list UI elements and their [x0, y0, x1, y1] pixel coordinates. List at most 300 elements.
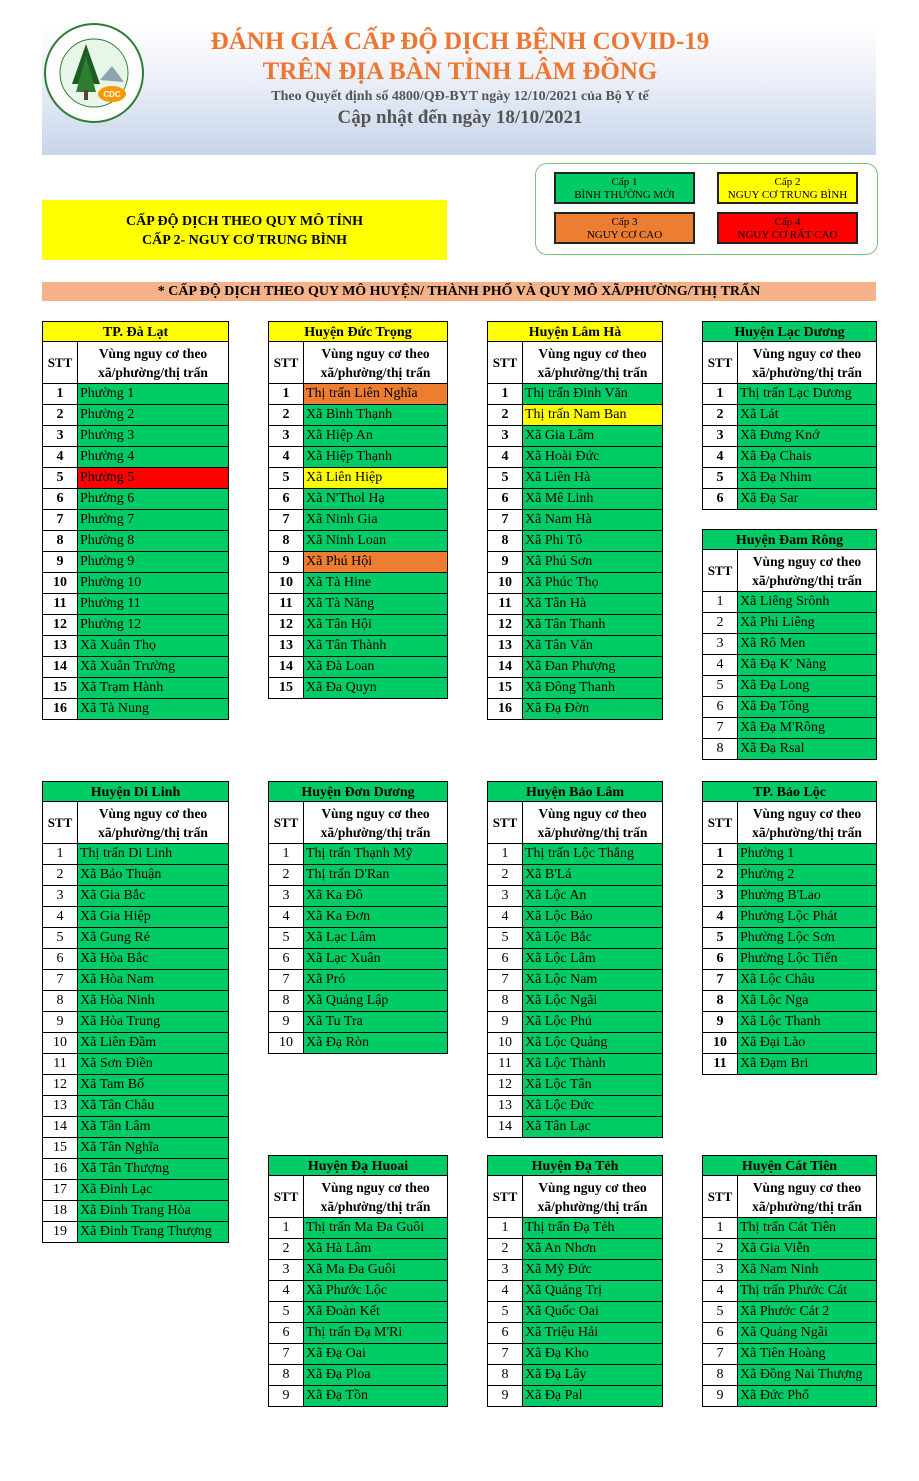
row-number: 12 — [268, 615, 304, 636]
table-row — [702, 1365, 877, 1386]
province-level-value: CẤP 2- NGUY CƠ TRUNG BÌNH — [142, 233, 347, 248]
commune-name: Xã Đan Phượng — [523, 657, 663, 678]
commune-name: Thị trấn Đinh Văn — [523, 384, 663, 405]
row-number: 7 — [268, 970, 304, 991]
commune-name: Phường 4 — [78, 447, 229, 468]
commune-name: Xã Đa Quyn — [304, 678, 448, 699]
commune-name: Xã Hòa Trung — [78, 1012, 229, 1033]
area-header-line-2: xã/phường/thị trấn — [537, 1199, 648, 1214]
table-row — [487, 1117, 663, 1138]
legend-level-4-label: NGUY CƠ RẤT CAO — [737, 229, 838, 241]
row-number: 13 — [487, 1096, 523, 1117]
commune-name: Thị trấn Lạc Dương — [738, 384, 877, 405]
province-level-box — [42, 200, 447, 260]
table-row — [487, 1033, 663, 1054]
commune-name: Xã Đạ Đờn — [523, 699, 663, 720]
table-row — [487, 991, 663, 1012]
table-row — [268, 991, 448, 1012]
table-row — [487, 844, 663, 865]
commune-name: Thị trấn Cát Tiên — [738, 1218, 877, 1239]
commune-name: Xã Tân Lạc — [523, 1117, 663, 1138]
row-number: 5 — [268, 1302, 304, 1323]
table-row — [268, 678, 448, 699]
commune-name: Xã Gia Lâm — [523, 426, 663, 447]
table-row — [268, 531, 448, 552]
row-number: 8 — [42, 531, 78, 552]
table-row — [268, 489, 448, 510]
commune-name: Thị trấn Thạnh Mỹ — [304, 844, 448, 865]
row-number: 9 — [268, 552, 304, 573]
table-row — [702, 949, 877, 970]
table-row — [702, 1386, 877, 1407]
row-number: 5 — [42, 928, 78, 949]
row-number: 6 — [268, 949, 304, 970]
table-row — [268, 510, 448, 531]
row-number: 12 — [42, 1075, 78, 1096]
commune-name: Xã Đông Thanh — [523, 678, 663, 699]
area-header-line-1: Vùng nguy cơ theo — [538, 1180, 647, 1195]
row-number: 10 — [487, 1033, 523, 1054]
table-row — [702, 739, 877, 760]
table-row — [487, 1239, 663, 1260]
table-row — [487, 1012, 663, 1033]
stt-header: STT — [702, 550, 738, 592]
commune-name: Xã Gung Ré — [78, 928, 229, 949]
table-row — [487, 907, 663, 928]
row-number: 4 — [487, 907, 523, 928]
table-row — [268, 1323, 448, 1344]
row-number: 9 — [702, 1012, 738, 1033]
title-line-2: TRÊN ĐỊA BÀN TỈNH LÂM ĐỒNG — [262, 58, 658, 85]
commune-name: Xã Tam Bố — [78, 1075, 229, 1096]
row-number: 7 — [702, 970, 738, 991]
table-row — [487, 552, 663, 573]
district-table — [702, 529, 877, 760]
row-number: 10 — [487, 573, 523, 594]
commune-name: Phường 6 — [78, 489, 229, 510]
row-number: 6 — [702, 949, 738, 970]
table-row — [42, 949, 229, 970]
table-row — [268, 1012, 448, 1033]
row-number: 8 — [268, 991, 304, 1012]
commune-name: Xã Tà Hine — [304, 573, 448, 594]
area-header-line-1: Vùng nguy cơ theo — [321, 1180, 430, 1195]
row-number: 2 — [702, 613, 738, 634]
table-row — [42, 531, 229, 552]
commune-name: Xã Lát — [738, 405, 877, 426]
table-row — [487, 1386, 663, 1407]
row-number: 16 — [42, 699, 78, 720]
row-number: 13 — [268, 636, 304, 657]
district-table — [487, 321, 663, 720]
table-row — [42, 657, 229, 678]
table-row — [487, 1302, 663, 1323]
area-header-line-1: Vùng nguy cơ theo — [538, 806, 647, 821]
area-header — [523, 342, 663, 384]
row-number: 6 — [702, 1323, 738, 1344]
table-header — [487, 802, 663, 844]
district-table — [268, 1155, 448, 1407]
table-row — [487, 699, 663, 720]
table-row — [702, 592, 877, 613]
table-row — [268, 1365, 448, 1386]
district-title: Huyện Đơn Dương — [268, 781, 448, 802]
row-number: 6 — [487, 949, 523, 970]
stt-header: STT — [702, 802, 738, 844]
commune-name: Xã Liên Hà — [523, 468, 663, 489]
district-title: Huyện Lạc Dương — [702, 321, 877, 342]
area-header-line-1: Vùng nguy cơ theo — [752, 1180, 862, 1195]
row-number: 13 — [42, 636, 78, 657]
table-row — [268, 1302, 448, 1323]
area-header-line-2: xã/phường/thị trấn — [98, 825, 208, 840]
commune-name: Xã N'Thol Hạ — [304, 489, 448, 510]
commune-name: Xã Lộc Bắc — [523, 928, 663, 949]
row-number: 6 — [702, 489, 738, 510]
commune-name: Xã Lộc Ngãi — [523, 991, 663, 1012]
table-row — [42, 678, 229, 699]
table-row — [702, 426, 877, 447]
commune-name: Xã Rô Men — [738, 634, 877, 655]
row-number: 11 — [42, 594, 78, 615]
row-number: 3 — [487, 426, 523, 447]
row-number: 5 — [42, 468, 78, 489]
table-row — [42, 468, 229, 489]
commune-name: Xã Phi Liêng — [738, 613, 877, 634]
row-number: 1 — [487, 1218, 523, 1239]
commune-name: Phường 1 — [738, 844, 877, 865]
commune-name: Phường 11 — [78, 594, 229, 615]
table-row — [702, 1281, 877, 1302]
commune-name: Xã Trạm Hành — [78, 678, 229, 699]
row-number: 1 — [487, 384, 523, 405]
cdc-logo — [42, 22, 146, 124]
legend-level-4-title: Cấp 4 — [774, 216, 801, 228]
row-number: 12 — [487, 1075, 523, 1096]
table-row — [702, 1344, 877, 1365]
table-row — [702, 865, 877, 886]
table-row — [487, 1054, 663, 1075]
area-header-line-1: Vùng nguy cơ theo — [98, 806, 208, 821]
commune-name: Phường B'Lao — [738, 886, 877, 907]
table-row — [42, 1159, 229, 1180]
row-number: 9 — [42, 552, 78, 573]
table-row — [42, 907, 229, 928]
area-header-line-1: Vùng nguy cơ theo — [538, 346, 647, 361]
table-row — [487, 489, 663, 510]
commune-name: Xã Triệu Hải — [523, 1323, 663, 1344]
row-number: 9 — [487, 552, 523, 573]
commune-name: Xã Tà Nung — [78, 699, 229, 720]
stt-header: STT — [487, 342, 523, 384]
row-number: 3 — [702, 426, 738, 447]
area-header-line-1: Vùng nguy cơ theo — [752, 806, 862, 821]
table-row — [268, 384, 448, 405]
commune-name: Xã Gia Hiệp — [78, 907, 229, 928]
table-row — [702, 405, 877, 426]
table-row — [702, 1218, 877, 1239]
row-number: 7 — [702, 718, 738, 739]
row-number: 16 — [42, 1159, 78, 1180]
table-row — [702, 886, 877, 907]
table-header — [268, 802, 448, 844]
area-header-line-2: xã/phường/thị trấn — [537, 365, 648, 380]
table-row — [487, 573, 663, 594]
row-number: 5 — [268, 468, 304, 489]
table-row — [702, 384, 877, 405]
stt-header: STT — [268, 1176, 304, 1218]
row-number: 9 — [702, 1386, 738, 1407]
table-row — [268, 865, 448, 886]
row-number: 4 — [268, 907, 304, 928]
commune-name: Xã Phúc Thọ — [523, 573, 663, 594]
table-header — [268, 342, 448, 384]
commune-name: Xã Đạ Tồn — [304, 1386, 448, 1407]
commune-name: Xã Lộc Tân — [523, 1075, 663, 1096]
table-row — [268, 970, 448, 991]
commune-name: Xã Tân Lâm — [78, 1117, 229, 1138]
row-number: 7 — [487, 1344, 523, 1365]
commune-name: Xã Lộc Thành — [523, 1054, 663, 1075]
row-number: 3 — [42, 886, 78, 907]
commune-name: Thị trấn Đạ M'Ri — [304, 1323, 448, 1344]
stt-header: STT — [487, 1176, 523, 1218]
table-row — [42, 1033, 229, 1054]
row-number: 8 — [268, 531, 304, 552]
table-row — [42, 426, 229, 447]
table-row — [702, 991, 877, 1012]
row-number: 11 — [487, 594, 523, 615]
row-number: 6 — [42, 949, 78, 970]
area-header-line-2: xã/phường/thị trấn — [537, 825, 648, 840]
row-number: 11 — [702, 1054, 738, 1075]
table-row — [42, 970, 229, 991]
row-number: 4 — [268, 1281, 304, 1302]
commune-name: Xã Đinh Trang Thượng — [78, 1222, 229, 1243]
row-number: 10 — [42, 573, 78, 594]
table-row — [42, 552, 229, 573]
table-row — [487, 615, 663, 636]
table-row — [702, 447, 877, 468]
district-table — [42, 321, 229, 720]
table-row — [702, 907, 877, 928]
commune-name: Xã Đinh Lạc — [78, 1180, 229, 1201]
commune-name: Xã Xuân Trường — [78, 657, 229, 678]
table-row — [42, 991, 229, 1012]
area-header-line-2: xã/phường/thị trấn — [320, 1199, 431, 1214]
row-number: 7 — [42, 510, 78, 531]
legend-level-3-label: NGUY CƠ CAO — [586, 229, 663, 241]
commune-name: Xã Lộc Nam — [523, 970, 663, 991]
commune-name: Xã Hòa Ninh — [78, 991, 229, 1012]
table-row — [42, 1012, 229, 1033]
table-row — [702, 1323, 877, 1344]
table-row — [702, 844, 877, 865]
section-title: * CẤP ĐỘ DỊCH THEO QUY MÔ HUYỆN/ THÀNH PHỐ VÀ QUY MÔ XÃ/PHƯỜNG/THỊ TRẤN — [42, 282, 876, 301]
commune-name: Xã Mỹ Đức — [523, 1260, 663, 1281]
legend-level-1-title: Cấp 1 — [611, 176, 638, 188]
table-row — [487, 1075, 663, 1096]
table-row — [268, 573, 448, 594]
area-header — [304, 342, 448, 384]
table-row — [702, 1260, 877, 1281]
commune-name: Xã Ka Đơn — [304, 907, 448, 928]
area-header-line-1: Vùng nguy cơ theo — [752, 554, 862, 569]
table-row — [268, 886, 448, 907]
commune-name: Phường 8 — [78, 531, 229, 552]
commune-name: Xã Đạ Pal — [523, 1386, 663, 1407]
district-title: Huyện Bảo Lâm — [487, 781, 663, 802]
row-number: 6 — [487, 1323, 523, 1344]
legend-level-3 — [554, 212, 695, 244]
legend-level-2-title: Cấp 2 — [774, 176, 801, 188]
row-number: 4 — [702, 655, 738, 676]
row-number: 14 — [487, 657, 523, 678]
commune-name: Phường Lộc Tiến — [738, 949, 877, 970]
table-row — [702, 1239, 877, 1260]
table-header — [42, 342, 229, 384]
stt-header: STT — [268, 802, 304, 844]
table-row — [42, 1117, 229, 1138]
commune-name: Xã Đạm Bri — [738, 1054, 877, 1075]
commune-name: Xã Phú Hội — [304, 552, 448, 573]
row-number: 9 — [487, 1386, 523, 1407]
row-number: 2 — [702, 865, 738, 886]
commune-name: Xã Lộc Thanh — [738, 1012, 877, 1033]
province-level-title: CẤP ĐỘ DỊCH THEO QUY MÔ TỈNH — [126, 214, 363, 229]
commune-name: Xã Lộc Châu — [738, 970, 877, 991]
area-header — [304, 802, 448, 844]
row-number: 16 — [487, 699, 523, 720]
district-table — [268, 781, 448, 1054]
row-number: 4 — [268, 447, 304, 468]
row-number: 11 — [42, 1054, 78, 1075]
table-row — [268, 928, 448, 949]
row-number: 13 — [487, 636, 523, 657]
area-header-line-2: xã/phường/thị trấn — [752, 1199, 862, 1214]
commune-name: Xã Xuân Thọ — [78, 636, 229, 657]
table-row — [702, 613, 877, 634]
legend-level-1 — [554, 172, 695, 204]
row-number: 1 — [702, 384, 738, 405]
table-row — [487, 1344, 663, 1365]
row-number: 7 — [42, 970, 78, 991]
row-number: 5 — [702, 928, 738, 949]
district-title: Huyện Di Linh — [42, 781, 229, 802]
table-row — [702, 1033, 877, 1054]
table-row — [702, 676, 877, 697]
district-table — [702, 781, 877, 1075]
table-row — [268, 1033, 448, 1054]
table-row — [487, 531, 663, 552]
area-header-line-2: xã/phường/thị trấn — [320, 365, 431, 380]
area-header — [738, 1176, 877, 1218]
table-row — [42, 699, 229, 720]
table-row — [42, 594, 229, 615]
row-number: 9 — [42, 1012, 78, 1033]
district-title: Huyện Lâm Hà — [487, 321, 663, 342]
row-number: 2 — [487, 1239, 523, 1260]
commune-name: Phường Lộc Sơn — [738, 928, 877, 949]
table-row — [42, 1201, 229, 1222]
row-number: 2 — [487, 865, 523, 886]
commune-name: Xã Đạ K' Nàng — [738, 655, 877, 676]
row-number: 4 — [702, 1281, 738, 1302]
row-number: 1 — [702, 844, 738, 865]
row-number: 5 — [702, 468, 738, 489]
area-header — [304, 1176, 448, 1218]
legend-level-4 — [717, 212, 858, 244]
table-row — [268, 594, 448, 615]
area-header-line-2: xã/phường/thị trấn — [752, 365, 862, 380]
table-row — [42, 844, 229, 865]
area-header — [78, 802, 229, 844]
table-row — [268, 1386, 448, 1407]
commune-name: Xã Phú Sơn — [523, 552, 663, 573]
row-number: 8 — [702, 1365, 738, 1386]
table-row — [702, 468, 877, 489]
row-number: 6 — [268, 489, 304, 510]
commune-name: Xã An Nhơn — [523, 1239, 663, 1260]
commune-name: Xã Đạ Ploa — [304, 1365, 448, 1386]
table-row — [487, 384, 663, 405]
row-number: 14 — [487, 1117, 523, 1138]
area-header-line-2: xã/phường/thị trấn — [752, 573, 862, 588]
commune-name: Xã Lạc Lâm — [304, 928, 448, 949]
commune-name: Xã Nam Ninh — [738, 1260, 877, 1281]
table-row — [42, 636, 229, 657]
table-row — [487, 678, 663, 699]
table-row — [487, 1218, 663, 1239]
table-row — [42, 1075, 229, 1096]
commune-name: Xã Tân Thượng — [78, 1159, 229, 1180]
row-number: 9 — [268, 1386, 304, 1407]
stt-header: STT — [42, 342, 78, 384]
area-header-line-2: xã/phường/thị trấn — [320, 825, 431, 840]
district-title: TP. Bảo Lộc — [702, 781, 877, 802]
row-number: 5 — [702, 1302, 738, 1323]
row-number: 1 — [702, 592, 738, 613]
row-number: 4 — [42, 447, 78, 468]
district-title: Huyện Đạ Huoai — [268, 1155, 448, 1176]
district-table — [702, 1155, 877, 1407]
row-number: 7 — [268, 1344, 304, 1365]
commune-name: Xã Đạ Ròn — [304, 1033, 448, 1054]
row-number: 19 — [42, 1222, 78, 1243]
commune-name: Xã Liêng Srônh — [738, 592, 877, 613]
row-number: 6 — [268, 1323, 304, 1344]
area-header-line-1: Vùng nguy cơ theo — [321, 346, 430, 361]
decision-subtitle: Theo Quyết định số 4800/QĐ-BYT ngày 12/10/2021 của Bộ Y tế — [271, 89, 649, 104]
commune-name: Xã Ninh Loan — [304, 531, 448, 552]
table-row — [487, 949, 663, 970]
commune-name: Xã Tân Châu — [78, 1096, 229, 1117]
commune-name: Xã Đạ Tông — [738, 697, 877, 718]
row-number: 12 — [487, 615, 523, 636]
row-number: 10 — [702, 1033, 738, 1054]
row-number: 6 — [487, 489, 523, 510]
commune-name: Xã Đạ Kho — [523, 1344, 663, 1365]
table-row — [268, 657, 448, 678]
row-number: 1 — [268, 844, 304, 865]
stt-header: STT — [268, 342, 304, 384]
row-number: 8 — [487, 531, 523, 552]
row-number: 5 — [487, 928, 523, 949]
row-number: 7 — [702, 1344, 738, 1365]
stt-header: STT — [42, 802, 78, 844]
table-row — [702, 655, 877, 676]
legend-level-2 — [717, 172, 858, 204]
